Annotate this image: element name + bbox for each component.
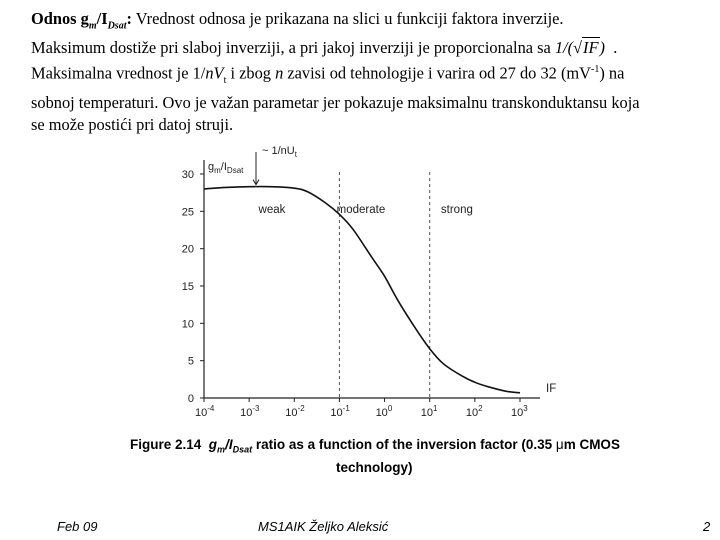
y-tick-label: 20 xyxy=(181,243,194,256)
chart-labels xyxy=(208,146,556,395)
x-tick-label: $10^1$ xyxy=(420,404,438,419)
paragraph-line-3: Maksimalna vrednost je $1/nV_t$ i zbog n zavisi od tehnologije i varira od 27 do 32 $(mV^{-1})$ na xyxy=(31,63,625,87)
asymptote-annotation: ~ $1/nU_t$ xyxy=(262,146,297,159)
ratio-term: Odnos $g_m/I_{Dsat}$: xyxy=(31,9,132,32)
y-tick-label: 10 xyxy=(181,318,194,331)
region-label-strong: strong xyxy=(440,203,473,216)
paragraph-line-2: Maksimum dostiže pri slaboj inverziji, a pri jakoj inverziji je proporcionalna sa 1/(√IF) . xyxy=(31,38,618,58)
y-tick-label: 15 xyxy=(181,281,194,293)
page-number: 2 xyxy=(703,519,711,534)
y-tick-label: 0 xyxy=(187,393,194,405)
caption-line-2: technology) xyxy=(336,459,413,475)
intro-paragraph xyxy=(31,8,703,136)
figure-label: Figure 2.14 xyxy=(130,437,202,452)
x-tick-label: $10^0$ xyxy=(375,404,393,419)
y-axis-label: $g_m/I_{Dsat}$ xyxy=(208,161,244,175)
x-tick-label: $10^3$ xyxy=(511,404,528,419)
footer-course: MS1AIK Željko Aleksić xyxy=(258,519,389,534)
x-axis-label: IF xyxy=(546,383,557,395)
paragraph-line-5: se može postići pri datoj struji. xyxy=(31,115,234,135)
x-tick-label: $10^2$ xyxy=(465,404,483,419)
chart-curve-group xyxy=(204,187,520,393)
chart-axes xyxy=(204,160,540,398)
y-tick-label: 25 xyxy=(181,206,194,219)
paragraph-line-4: sobnoj temperaturi. Ovo je važan parametar jer pokazuje maksimalnu transkonduktansu koja xyxy=(31,93,640,113)
region-label-weak: weak xyxy=(258,203,286,216)
y-tick-label: 5 xyxy=(187,355,194,368)
x-tick-label: $10^{-1}$ xyxy=(330,404,350,419)
figure-caption: Figure 2.14 $g_m/I_{Dsat}$ ratio as a function of the inversion factor (0.35 μm CMOS technology) xyxy=(130,436,650,476)
x-tick-label: $10^{-2}$ xyxy=(285,404,305,419)
y-tick-label: 30 xyxy=(181,169,194,181)
footer-date: Feb 09 xyxy=(57,519,98,534)
x-tick-label: $10^{-4}$ xyxy=(195,404,215,419)
sqrt-formula: 1/(√IF) xyxy=(554,38,605,58)
paragraph-line-1: Odnos $g_m/I_{Dsat}$: Vrednost odnosa je prikazana na slici u funkciji faktora inverzije. xyxy=(31,9,564,32)
x-tick-label: $10^{-3}$ xyxy=(240,404,260,419)
series-line-0 xyxy=(204,187,520,393)
region-label-moderate: moderate xyxy=(336,203,386,216)
inversion-factor-chart xyxy=(150,146,570,436)
